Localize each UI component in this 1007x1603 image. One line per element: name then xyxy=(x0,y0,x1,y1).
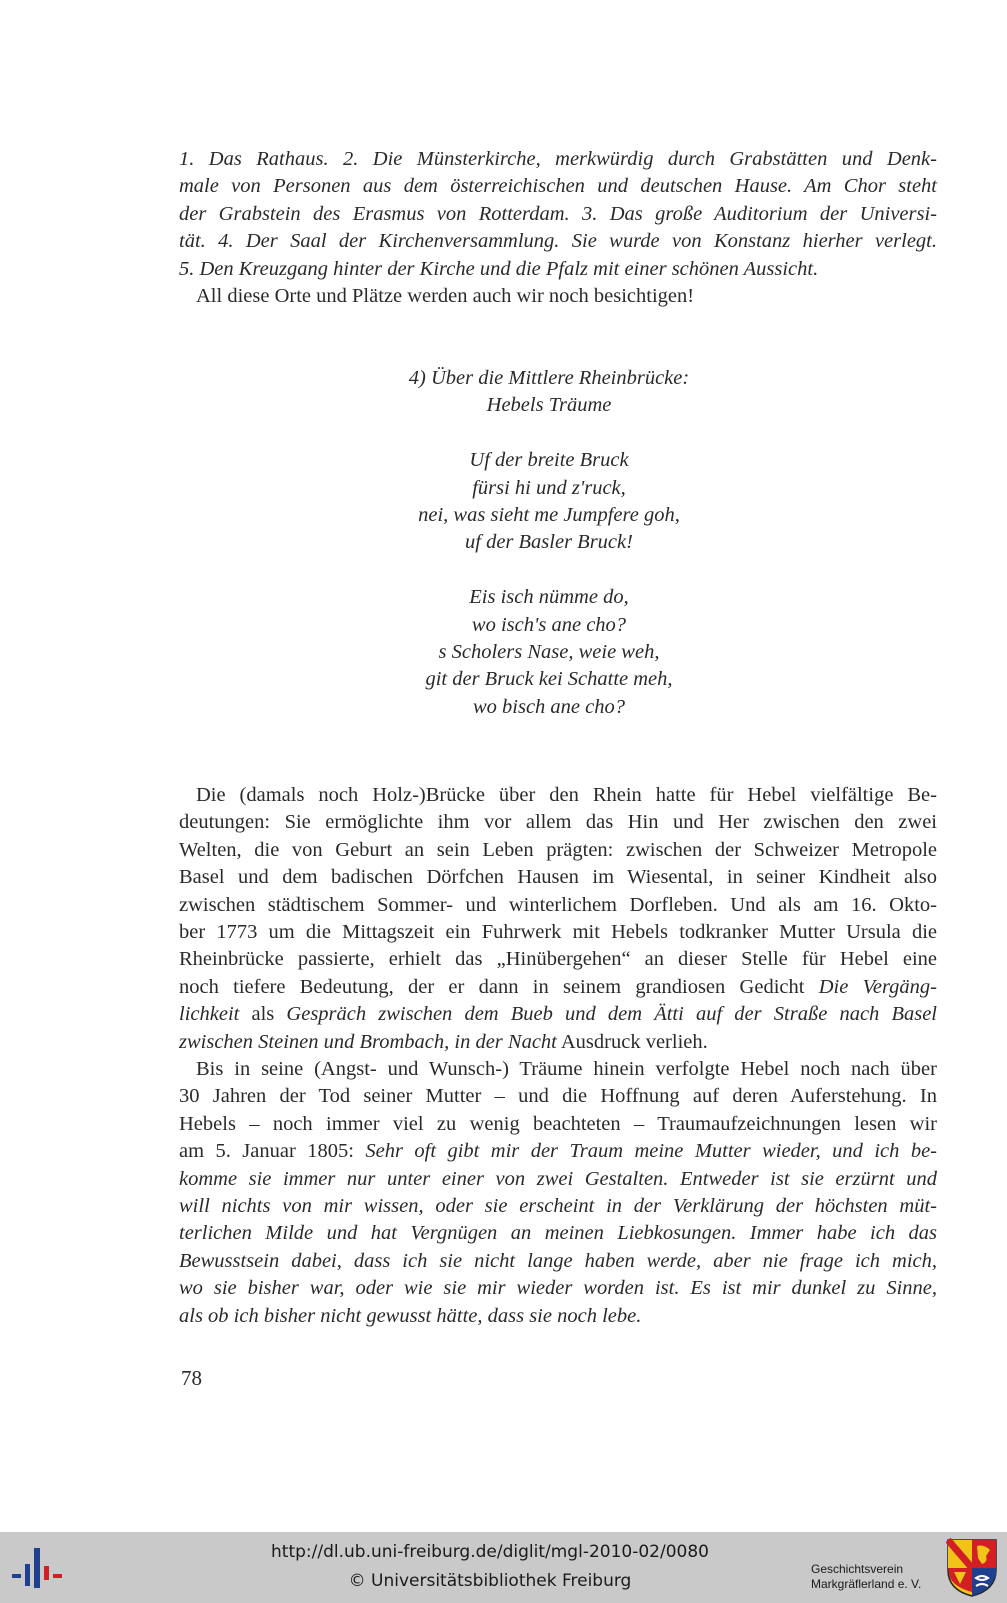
work-title: lichkeit xyxy=(179,1003,240,1026)
text-line: deutungen: Sie ermöglichte ihm vor allem das Hin und Her zwischen den zwei xyxy=(179,811,937,834)
association-line: Geschichtsverein xyxy=(811,1562,904,1576)
text-line xyxy=(179,974,937,1001)
text-line: tät. 4. Der Saal der Kirchenversammlung. Sie wurde von Konstanz hierher verlegt. xyxy=(179,230,937,253)
text-line: zwischen städtischem Sommer- und winterlichem Dorfleben. Und als am 16. Okto- xyxy=(179,893,937,916)
poem-line: Eis isch nümme do, xyxy=(469,586,629,609)
quote-line: wo sie bisher war, oder wie sie mir wieder worden ist. Es ist mir dunkel zu Sinne, xyxy=(179,1277,937,1300)
ub-freiburg-logo-icon xyxy=(10,1540,64,1594)
quote-line: komme sie immer nur unter einer von zwei Gestalten. Entweder ist sie erzürnt und xyxy=(179,1167,937,1190)
text-line: Basel und dem badischen Dörfchen Hausen im Wiesental, in seiner Kindheit also xyxy=(179,866,937,889)
text-line: 30 Jahren der Tod seiner Mutter – und die Hoffnung auf deren Auferstehung. In xyxy=(179,1085,937,1108)
text-line: 1. Das Rathaus. 2. Die Münsterkirche, merkwürdig durch Grabstätten und Denk- xyxy=(179,148,937,170)
poem-line: fürsi hi und z'ruck, xyxy=(472,476,626,499)
text-line xyxy=(179,1001,937,1028)
text-run: am 5. Januar 1805: xyxy=(179,1140,366,1163)
text-line: Bis in seine (Angst- und Wunsch-) Träume hinein verfolgte Hebel noch nach über xyxy=(196,1058,937,1080)
poem xyxy=(379,365,719,721)
text-line: Die (damals noch Holz-)Brücke über den Rhein hatte für Hebel vielfältige Be- xyxy=(196,784,937,806)
page-number: 78 xyxy=(181,1366,202,1390)
quote-run: Sehr oft gibt mir der Traum meine Mutter wieder, und ich be- xyxy=(365,1140,938,1163)
text-run: als xyxy=(239,1003,287,1026)
poem-heading: 4) Über die Mittlere Rheinbrücke: xyxy=(408,367,690,389)
text-line: ber 1773 um die Mittagszeit ein Fuhrwerk mit Hebels todkranker Mutter Ursula die xyxy=(179,921,937,944)
poem-line: git der Bruck kei Schatte meh, xyxy=(425,668,673,691)
text-line: All diese Orte und Plätze werden auch wir noch besichtigen! xyxy=(196,285,695,308)
quote-line: Bewusstsein dabei, dass ich sie nicht lange haben werde, aber nie frage ich mich, xyxy=(179,1249,937,1272)
poem-line: uf der Basler Bruck! xyxy=(465,531,633,554)
poem-line: wo isch's ane cho? xyxy=(471,613,627,636)
quote-line: als ob ich bisher nicht gewusst hätte, dass sie noch lebe. xyxy=(179,1304,642,1327)
markgraeflerland-crest-icon xyxy=(946,1538,998,1598)
work-subtitle: Gespräch zwischen dem Bueb und dem Ätti auf der Straße nach Basel xyxy=(286,1003,937,1026)
footer-url-link[interactable]: http://dl.ub.uni-freiburg.de/diglit/mgl-2010-02/0080 xyxy=(271,1542,709,1562)
poem-line: nei, was sieht me Jumpfere goh, xyxy=(418,504,680,527)
quote-line: will nichts von mir wissen, oder sie erscheint in der Verklärung der höchsten müt- xyxy=(179,1195,937,1218)
poem-line: wo bisch ane cho? xyxy=(472,695,626,718)
bridge-paragraph xyxy=(179,782,937,1056)
work-subtitle: zwischen Steinen und Brombach, in der Nacht xyxy=(179,1030,557,1053)
association-name xyxy=(811,1562,921,1592)
dream-paragraph xyxy=(179,1056,937,1330)
quote-line: terlichen Milde und hat Vergnügen an meinen Liebkosungen. Immer habe ich das xyxy=(179,1222,937,1245)
footer-bar xyxy=(0,1532,1007,1603)
work-title: Die Vergäng- xyxy=(818,975,937,998)
text-line: Hebels – noch immer viel zu wenig beachteten – Traumaufzeichnungen lesen wir xyxy=(179,1112,937,1135)
text-line: der Grabstein des Erasmus von Rotterdam. 3. Das große Auditorium der Universi- xyxy=(179,202,937,225)
poem-title: Hebels Träume xyxy=(486,394,612,417)
footer-copyright: © Universitätsbibliothek Freiburg xyxy=(348,1571,632,1591)
text-run: noch tiefere Bedeutung, der er dann in seinem grandiosen Gedicht xyxy=(179,975,819,998)
text-line xyxy=(179,1138,937,1165)
text-line: 5. Den Kreuzgang hinter der Kirche und die Pfalz mit einer schönen Aussicht. xyxy=(179,257,819,280)
text-line xyxy=(179,1029,937,1056)
text-run: Ausdruck verlieh. xyxy=(556,1030,708,1053)
text-line: male von Personen aus dem österreichischen und deutschen Hause. Am Chor steht xyxy=(179,175,937,198)
intro-list-paragraph xyxy=(179,146,937,310)
poem-line: s Scholers Nase, weie weh, xyxy=(438,641,660,664)
association-line: Markgräflerland e. V. xyxy=(811,1577,922,1591)
text-line: Rheinbrücke passierte, erhielt das „Hinübergehen“ an dieser Stelle für Hebel eine xyxy=(179,948,937,971)
poem-line: Uf der breite Bruck xyxy=(469,449,629,472)
text-line: Welten, die von Geburt an sein Leben prägten: zwischen der Schweizer Metropole xyxy=(179,838,937,861)
